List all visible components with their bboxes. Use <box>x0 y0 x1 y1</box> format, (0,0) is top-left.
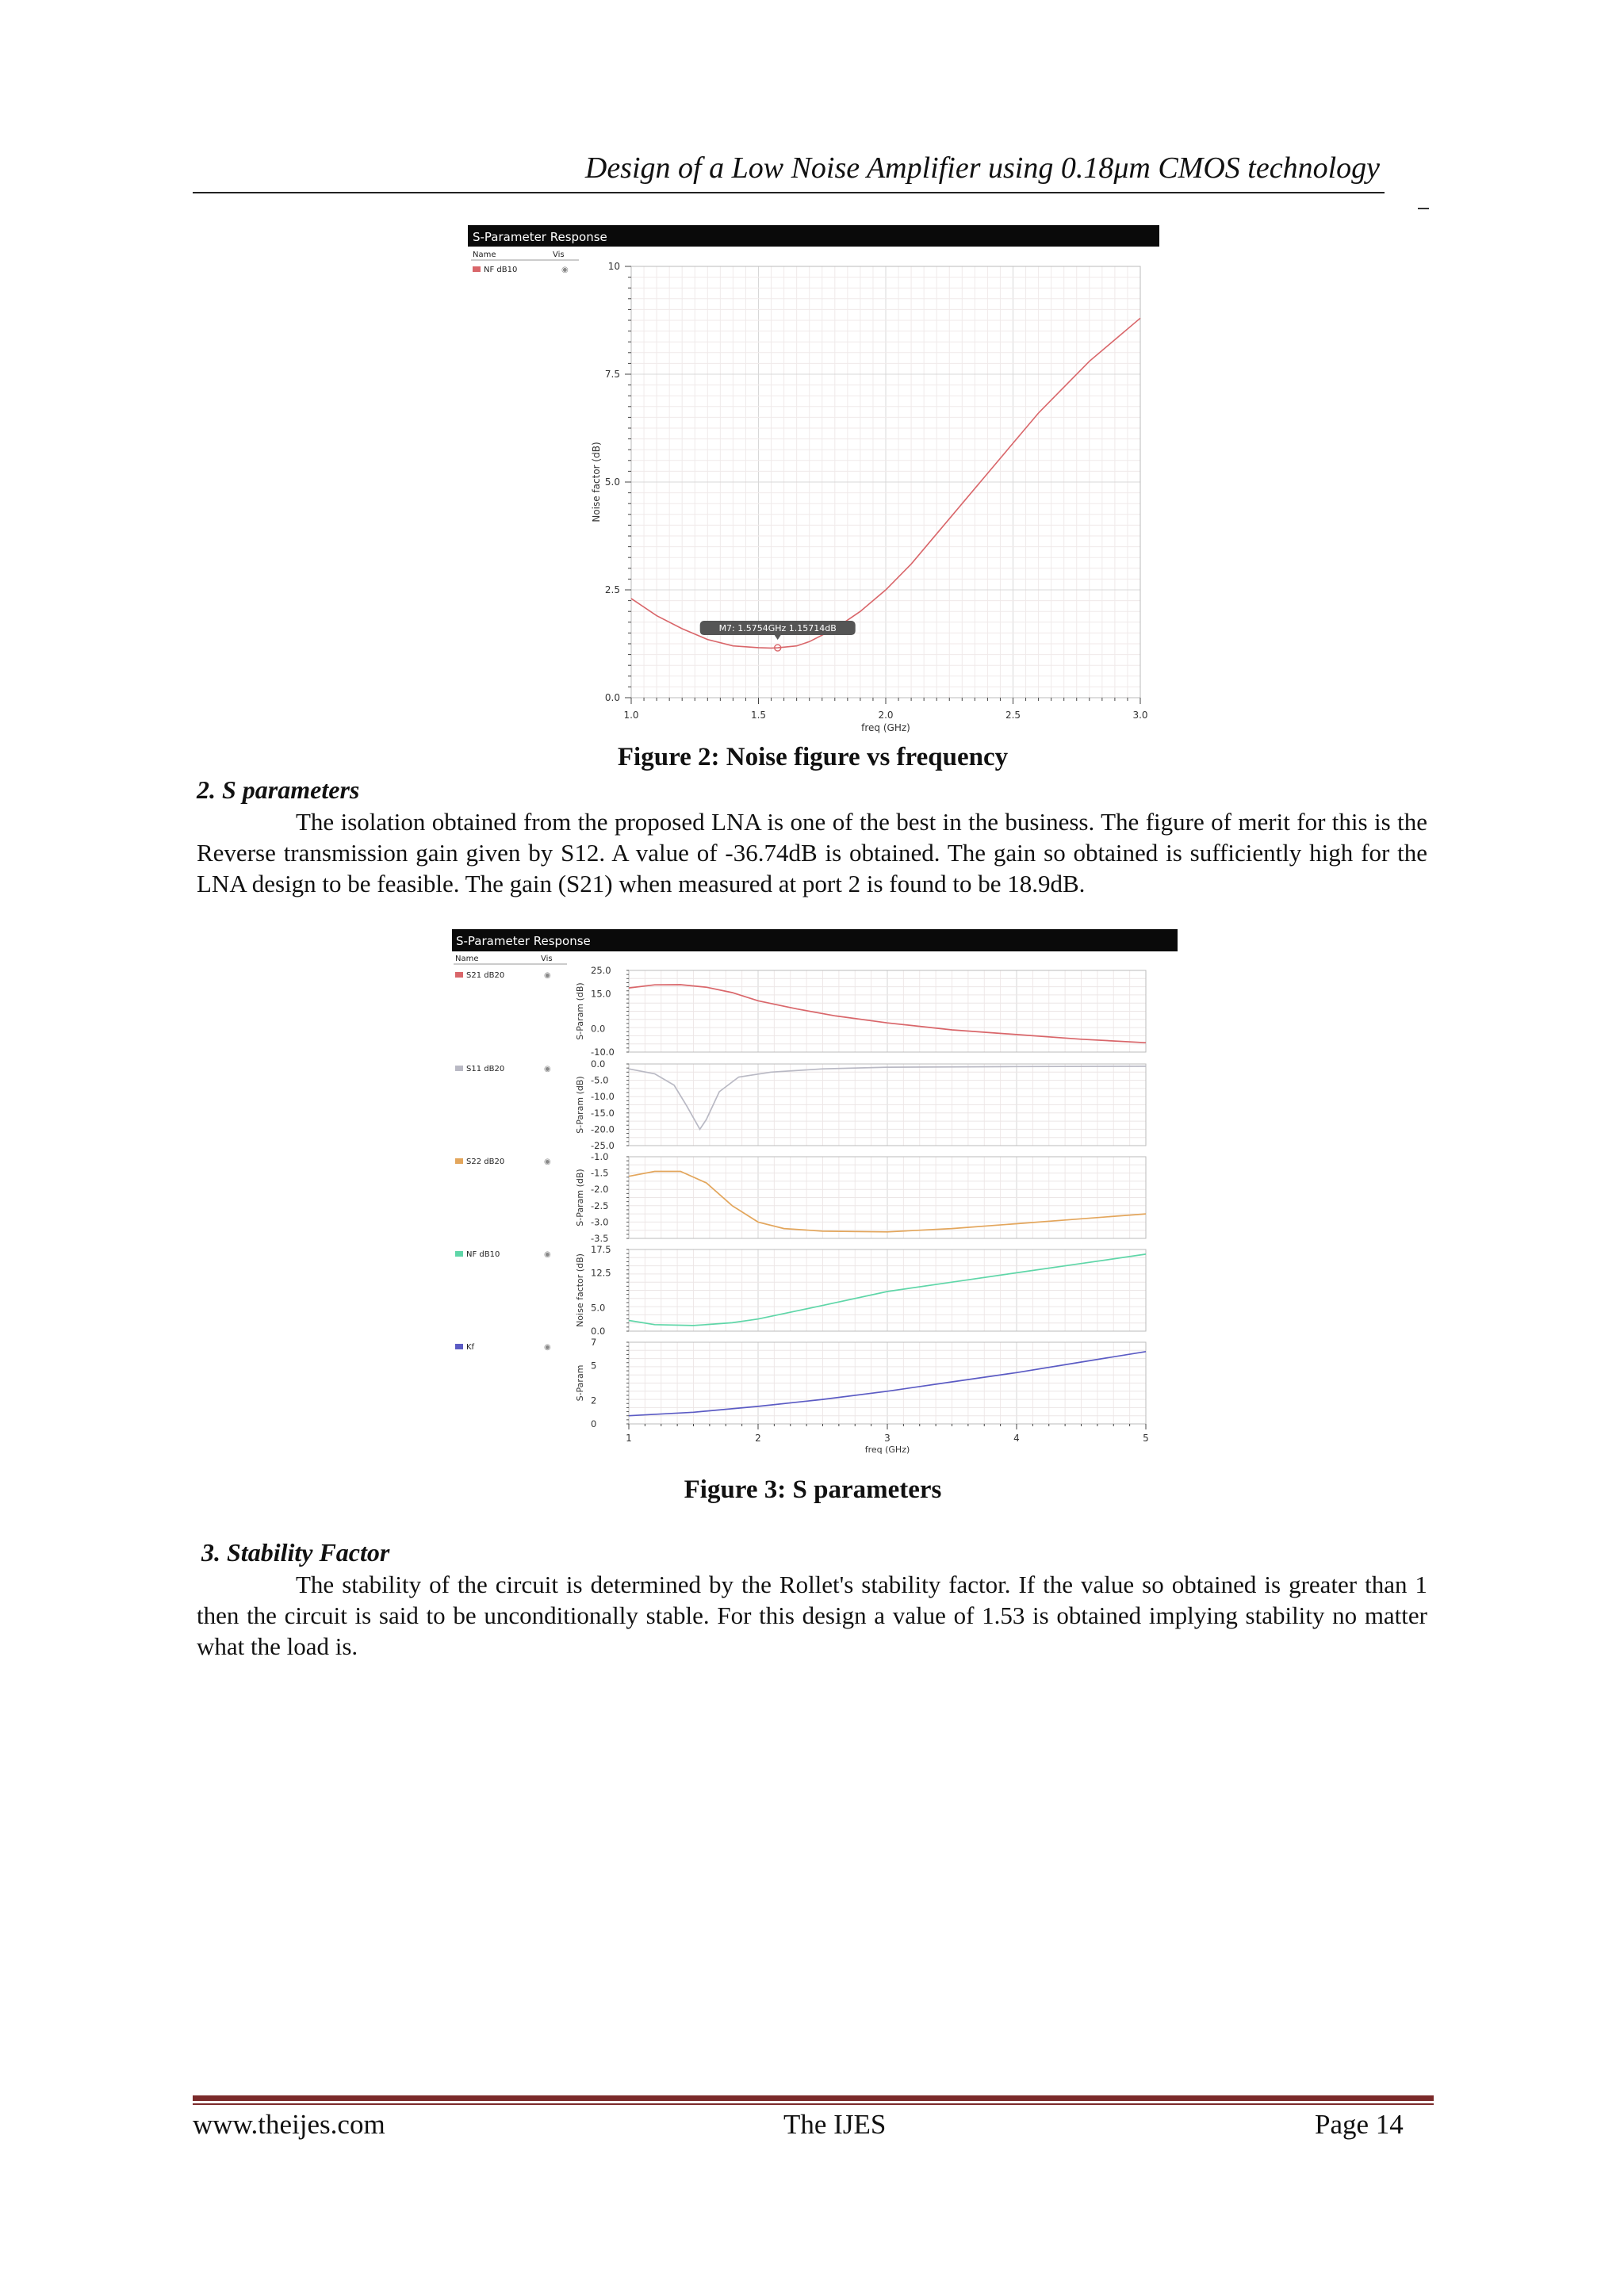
footer-website: www.theijes.com <box>193 2109 385 2140</box>
x-tick-label: 4 <box>1013 1433 1020 1444</box>
legend-swatch <box>455 972 463 978</box>
y-tick-label: 0 <box>591 1418 597 1429</box>
x-tick-label: 1 <box>626 1433 632 1444</box>
y-tick-label: -15.0 <box>591 1107 615 1119</box>
panel-title: S-Parameter Response <box>473 230 607 244</box>
y-tick-label: -2.5 <box>591 1200 609 1211</box>
header-dash <box>1418 208 1429 209</box>
legend-label: NF dB10 <box>466 1250 500 1259</box>
x-tick-label: 1.0 <box>623 710 639 721</box>
y-tick-label: 10 <box>607 261 620 272</box>
marker-pointer <box>775 635 781 640</box>
header-rule <box>193 192 1385 193</box>
visibility-eye-icon: ◉ <box>544 971 551 980</box>
panel-kf <box>455 1337 1146 1429</box>
footer-journal: The IJES <box>783 2109 887 2140</box>
y-tick-label: -25.0 <box>591 1140 615 1151</box>
y-tick-label: 17.5 <box>591 1244 611 1255</box>
y-tick-label: 0.0 <box>591 1023 606 1035</box>
y-tick-label: 5 <box>591 1360 597 1372</box>
y-tick-label: -1.5 <box>591 1167 609 1179</box>
section-3-heading: 3. Stability Factor <box>201 1538 390 1567</box>
x-tick-label: 2.0 <box>878 710 894 721</box>
panel-nf <box>455 1244 1146 1337</box>
section-2-paragraph: The isolation obtained from the proposed LNA is one of the best in the business. The figure of merit for this is the Reverse transmission gain given by S12. A value of -36.74dB is obtained. The gain so obtained is sufficiently high for the LNA design to be feasible. The gain (S21) when measured at port 2 is found to be 18.9dB. <box>197 808 1427 897</box>
panel-title: S-Parameter Response <box>456 934 591 948</box>
plot-stack <box>455 965 1149 1455</box>
legend-label: Kf <box>466 1343 475 1352</box>
y-axis-label: S-Param (dB) <box>575 1076 585 1134</box>
x-tick-label: 3.0 <box>1132 710 1148 721</box>
section-2-heading: 2. S parameters <box>197 775 360 804</box>
legend-col-name: Name <box>455 955 479 963</box>
y-axis-label: S-Param (dB) <box>575 982 585 1040</box>
x-tick-label: 2 <box>755 1433 761 1444</box>
y-tick-label: -3.0 <box>591 1216 609 1228</box>
x-tick-label: 1.5 <box>750 710 767 721</box>
y-tick-label: 7 <box>591 1337 597 1348</box>
y-tick-label: -1.0 <box>591 1151 609 1162</box>
y-tick-label: 15.0 <box>591 988 611 1000</box>
y-tick-label: -20.0 <box>591 1123 615 1135</box>
y-axis-label: Noise factor (dB) <box>575 1253 585 1327</box>
visibility-eye-icon: ◉ <box>561 266 569 274</box>
figure-2-caption: Figure 2: Noise figure vs frequency <box>617 743 1009 771</box>
y-tick-label: -3.5 <box>591 1233 609 1244</box>
section-3-paragraph: The stability of the circuit is determined by the Rollet's stability factor. If the value so obtained is greater than 1 then the circuit is said to be unconditionally stable. For this design a value of 1.53 is obtained implying stability no matter what the load is. <box>197 1571 1427 1660</box>
y-tick-label: 7.5 <box>604 369 620 380</box>
marker-label: M7: 1.5754GHz 1.15714dB <box>718 623 837 634</box>
x-tick-label: 5 <box>1143 1433 1149 1444</box>
figure-2-chart <box>468 225 1162 748</box>
legend-col-vis: Vis <box>541 955 553 963</box>
footer-page-number: Page 14 <box>1315 2109 1404 2140</box>
legend-swatch <box>455 1066 463 1071</box>
y-tick-label: 12.5 <box>591 1267 611 1279</box>
visibility-eye-icon: ◉ <box>544 1158 551 1166</box>
y-tick-label: 2.5 <box>604 584 620 595</box>
panel-s21 <box>455 965 1146 1058</box>
legend-swatch <box>455 1251 463 1257</box>
legend-swatch <box>455 1344 463 1349</box>
legend-col-vis: Vis <box>553 251 565 259</box>
y-tick-label: -2.0 <box>591 1184 609 1196</box>
legend-label: S22 dB20 <box>466 1158 505 1166</box>
y-tick-label: -10.0 <box>591 1091 615 1103</box>
legend-label: S11 dB20 <box>466 1065 505 1073</box>
x-axis-label: freq (GHz) <box>861 722 910 733</box>
figure-3-caption: Figure 3: S parameters <box>684 1475 942 1504</box>
visibility-eye-icon: ◉ <box>544 1343 551 1352</box>
legend <box>473 266 569 274</box>
y-tick-label: 25.0 <box>591 965 611 976</box>
y-tick-label: 5.0 <box>604 476 620 488</box>
figure-3-chart <box>452 929 1182 1476</box>
y-tick-label: 2 <box>591 1395 597 1406</box>
legend-swatch <box>455 1158 463 1164</box>
y-tick-label: 0.0 <box>604 692 620 703</box>
y-tick-label: -5.0 <box>591 1074 609 1086</box>
visibility-eye-icon: ◉ <box>544 1250 551 1259</box>
legend-label: S21 dB20 <box>466 971 505 980</box>
legend-label: NF dB10 <box>484 266 518 274</box>
y-axis-label: S-Param (dB) <box>575 1169 585 1226</box>
y-tick-label: 5.0 <box>591 1302 606 1314</box>
running-header: Design of a Low Noise Amplifier using 0.18μm CMOS technology <box>584 151 1380 185</box>
footer-rule-thin <box>193 2103 1434 2105</box>
y-tick-label: 0.0 <box>591 1326 606 1337</box>
plot-area <box>591 261 1148 733</box>
legend-swatch <box>473 266 481 272</box>
y-axis-label: S-Param <box>575 1364 585 1402</box>
y-tick-label: 0.0 <box>591 1058 606 1070</box>
x-tick-label: 2.5 <box>1005 710 1021 721</box>
y-axis-label: Noise factor (dB) <box>591 442 602 522</box>
footer-rule <box>193 2095 1434 2101</box>
y-tick-label: -10.0 <box>591 1047 615 1058</box>
panel-s11 <box>455 1058 1146 1151</box>
visibility-eye-icon: ◉ <box>544 1065 551 1073</box>
panel-s22 <box>455 1151 1146 1244</box>
x-axis-label: freq (GHz) <box>864 1445 910 1455</box>
x-tick-label: 3 <box>884 1433 891 1444</box>
legend-col-name: Name <box>473 251 496 259</box>
